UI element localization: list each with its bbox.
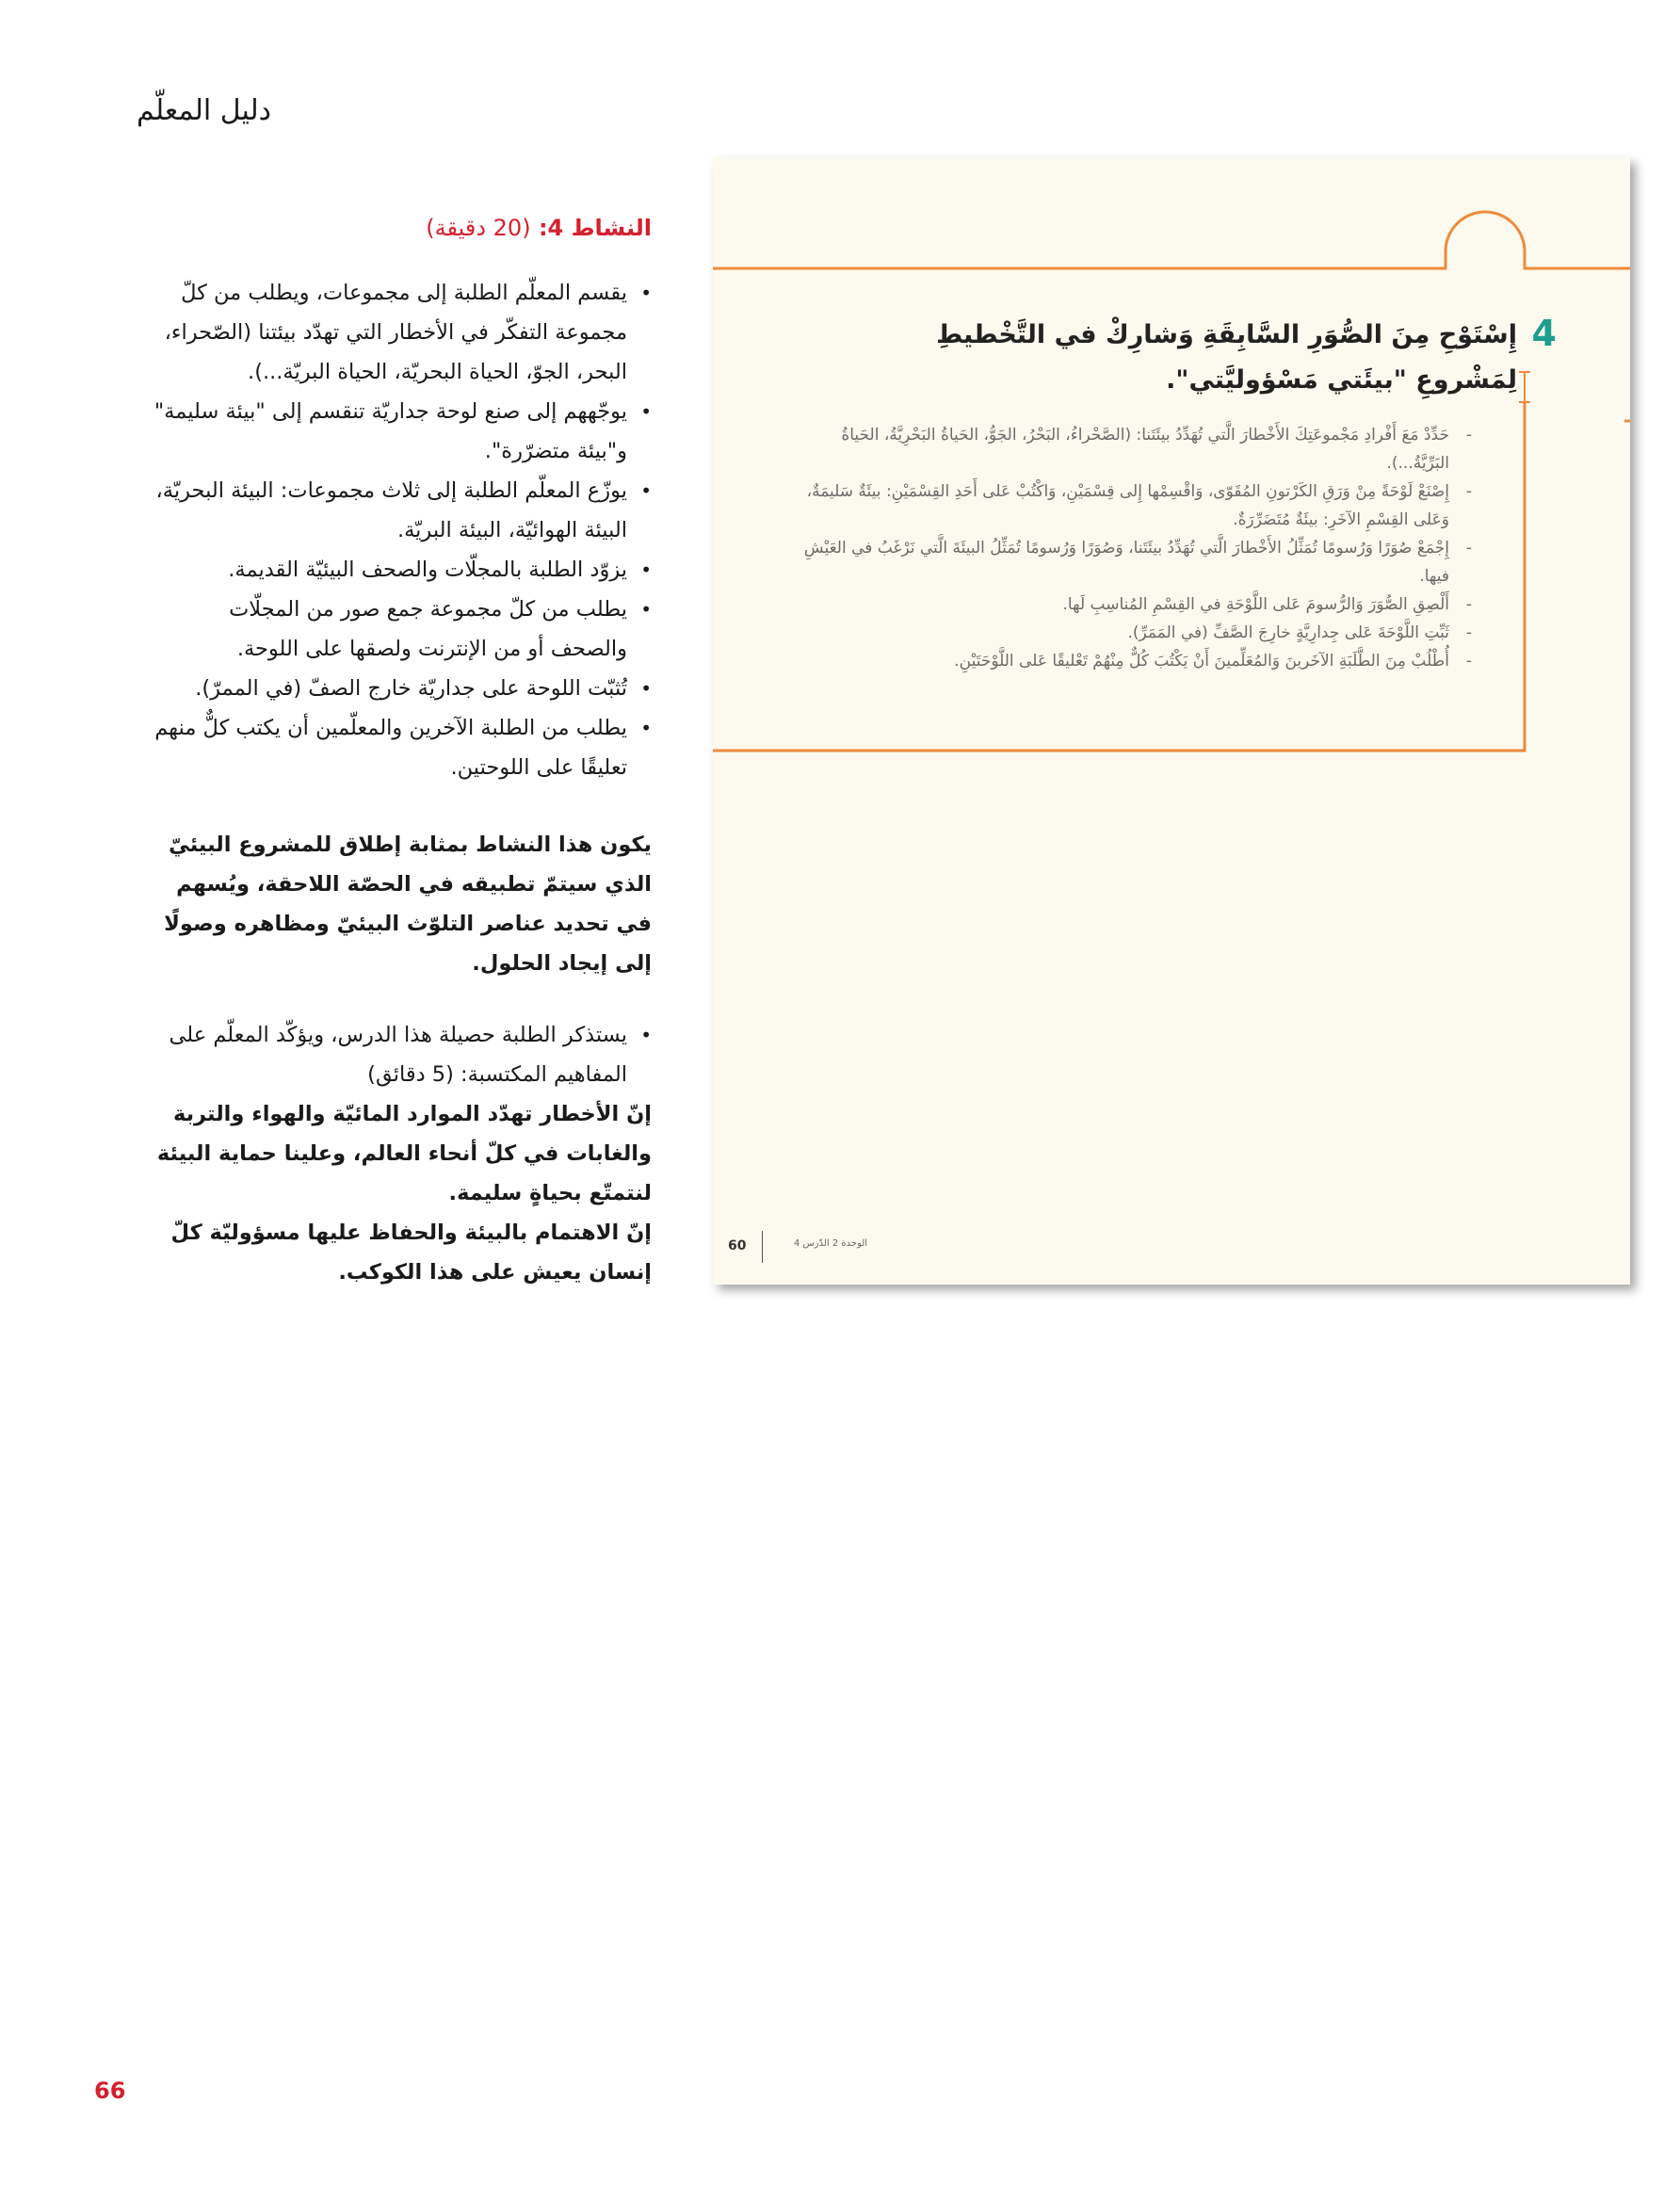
exercise-step: - إِجْمَعْ صُوَرًا وَرُسومًا تُمَثِّلُ الأَخْطارَ الَّتي تُهَدِّدُ بيئَتَنا، وَصُوَرًا وَرُسومًا تُمَثِّلُ البيئَةَ الَّتي نَرْغَبُ في العَيْشِ فيها. [784,534,1472,590]
book-footer-label: الوحدة 2 الدّرس 4 [794,1238,868,1249]
exercise-step: - أَلْصِقِ الصُّوَرَ وَالرُّسومَ عَلى اللَّوْحَةِ في القِسْمِ المُناسِبِ لَها. [784,590,1472,619]
list-item: • تُثبّت اللوحة على جداريّة خارج الصفّ (في الممرّ). [153,669,652,708]
recap-list [153,1015,652,1094]
exercise-title: إِسْتَوْحِ مِنَ الصُّوَرِ السَّابِقَةِ وَشارِكْ في التَّخْطيطِ لِمَشْروعِ "بيئَتي مَسْؤوليَّتي". [936,320,1517,395]
list-item: • يطلب من الطلبة الآخرين والمعلّمين أن يكتب كلٌّ منهم تعليقًا على اللوحتين. [153,708,652,787]
page-number: 66 [94,2078,126,2104]
exercise-step: - إِصْنَعْ لَوْحَةً مِنْ وَرَقِ الكَرْتونِ المُقَوّى، وَاقْسِمْها إِلى قِسْمَيْنِ، وَاكْتُبْ عَلى أَحَدِ القِسْمَيْنِ: بيئَةٌ سَليمَةٌ، وَعَلى القِسْمِ الآخَرِ: بيئَةٌ مُتَضَرِّرَةٌ. [784,477,1472,534]
exercise-step: - حَدِّدْ مَعَ أَفْرادِ مَجْموعَتِكَ الأَخْطارَ الَّتي تُهَدِّدُ بيئَتَنا: (الصَّحْراءُ، البَحْرُ، الجَوُّ، الحَياةُ البَحْرِيَّةُ، الحَياةُ البَرِّيَّةُ...). [784,421,1472,477]
frame-top-line [713,212,1630,268]
teacher-guide-column [153,215,652,1292]
list-item: • يوجّههم إلى صنع لوحة جداريّة تنقسم إلى "بيئة سليمة" و"بيئة متضرّرة". [153,392,652,471]
list-item: • يستذكر الطلبة حصيلة هذا الدرس، ويؤكّد المعلّم على المفاهيم المكتسبة: (5 دقائق) [153,1015,652,1094]
exercise-steps [784,421,1472,675]
exercise-number: 4 [1531,313,1557,354]
conclusion-water-air: إنّ الأخطار تهدّد الموارد المائيّة والهواء والتربة والغابات في كلّ أنحاء العالم، وعلينا حماية البيئة لنتمتّع بحياةٍ سليمة. [156,1102,652,1205]
exercise-step: - ثَبِّتِ اللَّوْحَةَ عَلى جِدارِيَّةٍ خارِجَ الصَّفِّ (في المَمَرِّ). [784,619,1472,647]
list-item: • يزوّد الطلبة بالمجلّات والصحف البيئيّة القديمة. [153,550,652,590]
student-book-page [713,157,1630,1285]
launch-note: يكون هذا النشاط بمثابة إطلاق للمشروع البيئيّ الذي سيتمّ تطبيقه في الحصّة اللاحقة، ويُسهم في تحديد عناصر التلوّث البيئيّ ومظاهره وصولًا إلى إيجاد الحلول. [164,833,652,976]
conclusion-responsibility: إنّ الاهتمام بالبيئة والحفاظ عليها مسؤوليّة كلّ إنسان يعيش على هذا الكوكب. [170,1221,652,1285]
exercise-step: - أُطْلُبْ مِنَ الطَّلَبَةِ الآخَرينَ وَالمُعَلِّمينَ أَنْ يَكْتُبَ كُلٌّ مِنْهُمْ تَعْليقًا عَلى اللَّوْحَتَيْنِ. [784,647,1472,675]
frame-side-marker [1519,372,1530,402]
list-item: • يوزّع المعلّم الطلبة إلى ثلاث مجموعات: البيئة البحريّة، البيئة الهوائيّة، البيئة البريّة. [153,471,652,550]
activity-steps-list [153,273,652,787]
activity-heading [153,215,652,241]
book-page-number: 60 [728,1238,747,1253]
header-title: دليل المعلّم [137,94,271,127]
activity-time: (20 دقيقة) [426,215,531,241]
frame-edge-ticks [1624,268,1630,421]
list-item: • يطلب من كلّ مجموعة جمع صور من المجلّات والصحف أو من الإنترنت ولصقها على اللوحة. [153,590,652,669]
activity-label: النشاط 4: [538,215,652,241]
footer-divider [762,1231,763,1263]
list-item: • يقسم المعلّم الطلبة إلى مجموعات، ويطلب من كلّ مجموعة التفكّر في الأخطار التي تهدّد بيئتنا (الصّحراء، البحر، الجوّ، الحياة البحريّة، الحياة البريّة...). [153,273,652,392]
